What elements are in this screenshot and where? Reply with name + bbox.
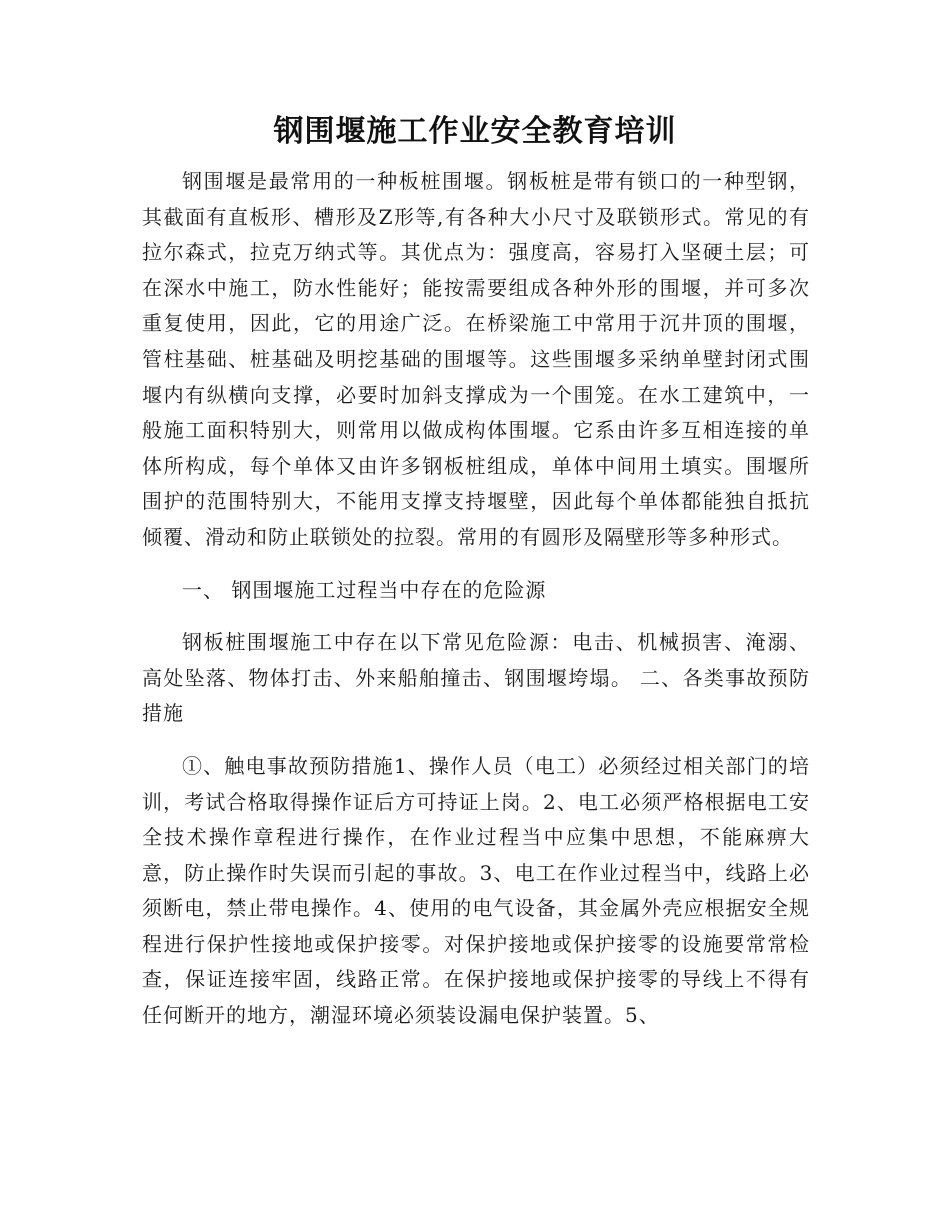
section-heading-hazards: 一、 钢围堰施工过程当中存在的危险源	[182, 577, 547, 602]
paragraph-hazards: 钢板桩围堰施工中存在以下常见危险源：电击、机械损害、淹溺、高处坠落、物体打击、外来船舶撞击、钢围堰垮塌。 二、各类事故预防措施	[142, 630, 810, 726]
paragraph-intro: 钢围堰是最常用的一种板桩围堰。钢板桩是带有锁口的一种型钢，其截面有直板形、槽形及Z形等,有各种大小尺寸及联锁形式。常见的有拉尔森式，拉克万纳式等。其优点为：强度高，容易打入坚硬土层；可在深水中施工，防水性能好；能按需要组成各种外形的围堰，并可多次重复使用，因此，它的用途广泛。在桥梁施工中常用于沉井顶的围堰，管柱基础、桩基础及明挖基础的围堰等。这些围堰多采纳单壁封闭式围堰内有纵横向支撑，必要时加斜支撑成为一个围笼。在水工建筑中，一般施工面积特别大，则常用以做成构体围堰。它系由许多互相连接的单体所构成，每个单体又由许多钢板桩组成，单体中间用土填实。围堰所围护的范围特别大，不能用支撑支持堰壁，因此每个单体都能独自抵抗倾覆、滑动和防止联锁处的拉裂。常用的有圆形及隔壁形等多种形式。	[142, 169, 810, 549]
paragraph-electric-shock-prevention: ①、触电事故预防措施1、操作人员（电工）必须经过相关部门的培训，考试合格取得操作证后方可持证上岗。2、电工必须严格根据电工安全技术操作章程进行操作，在作业过程当中应集中思想，不能麻痹大意，防止操作时失误而引起的事故。3、电工在作业过程当中，线路上必须断电，禁止带电操作。4、使用的电气设备，其金属外壳应根据安全规程进行保护性接地或保护接零。对保护接地或保护接零的设施要常常检查，保证连接牢固，线路正常。在保护接地或保护接零的导线上不得有任何断开的地方，潮湿环境必须装设漏电保护装置。5、	[142, 753, 810, 1028]
document-body	[142, 164, 810, 1034]
document-title: 钢围堰施工作业安全教育培训	[273, 114, 677, 149]
